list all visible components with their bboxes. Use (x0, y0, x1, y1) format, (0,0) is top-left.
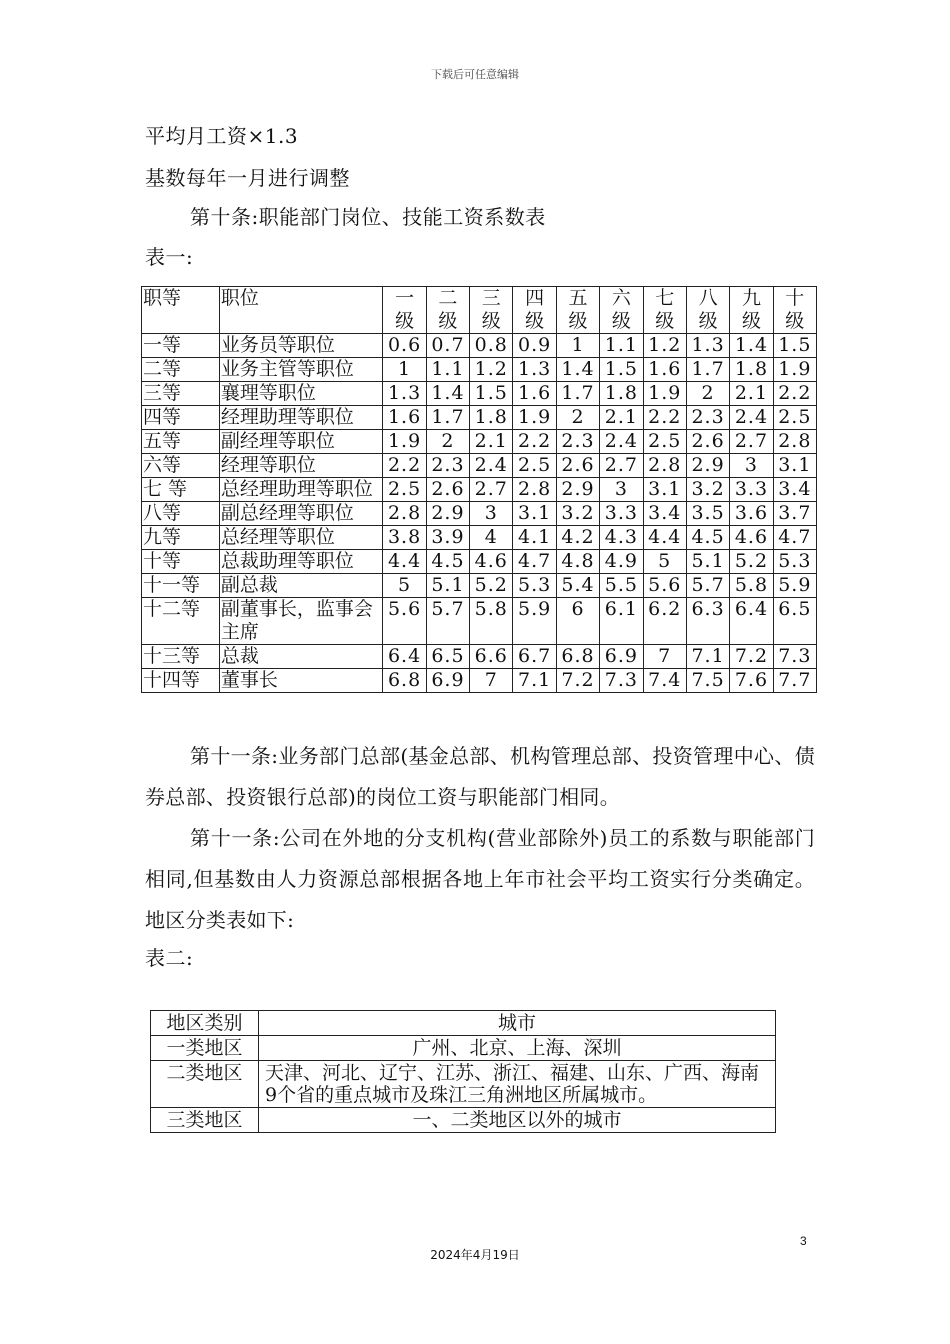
table2-header-row (151, 1011, 776, 1036)
coefficient-cell: 3.5 (686, 502, 729, 526)
coefficient-cell: 3 (470, 502, 513, 526)
coefficient-cell: 6 (556, 598, 599, 645)
header-level-char: 八 (698, 287, 718, 309)
table-row (142, 669, 817, 693)
coefficient-cell: 5.8 (730, 574, 773, 598)
position-cell: 董事长 (219, 669, 382, 693)
header-category: 地区类别 (151, 1011, 259, 1036)
header-level (426, 287, 469, 334)
table-row (142, 550, 817, 574)
coefficient-cell: 6.6 (470, 645, 513, 669)
coefficient-cell: 2.8 (513, 478, 556, 502)
coefficient-cell: 4.9 (600, 550, 643, 574)
coefficient-cell: 3.4 (643, 502, 686, 526)
coefficient-cell: 1.1 (426, 358, 469, 382)
coefficient-cell: 1.2 (470, 358, 513, 382)
coefficient-cell: 3.1 (643, 478, 686, 502)
coefficient-cell: 3.7 (773, 502, 816, 526)
coefficient-cell: 4.4 (383, 550, 426, 574)
table-row (142, 645, 817, 669)
header-level-char: 九 (741, 287, 761, 309)
coefficient-cell: 5.2 (470, 574, 513, 598)
coefficient-cell: 3 (600, 478, 643, 502)
coefficient-cell: 6.1 (600, 598, 643, 645)
coefficient-cell: 1.8 (600, 382, 643, 406)
table-row (142, 574, 817, 598)
coefficient-cell: 6.9 (600, 645, 643, 669)
coefficient-cell: 1.5 (470, 382, 513, 406)
coefficient-cell: 1.6 (383, 406, 426, 430)
coefficient-cell: 1.5 (600, 358, 643, 382)
coefficient-cell: 4.7 (773, 526, 816, 550)
coefficient-cell: 6.3 (686, 598, 729, 645)
coefficient-cell: 2.2 (383, 454, 426, 478)
coefficient-cell: 6.7 (513, 645, 556, 669)
coefficient-cell: 5.3 (773, 550, 816, 574)
coefficient-cell: 5.3 (513, 574, 556, 598)
coefficient-cell: 4.1 (513, 526, 556, 550)
coefficient-cell: 2 (556, 406, 599, 430)
grade-cell: 三等 (142, 382, 220, 406)
table-row (142, 334, 817, 358)
position-cell: 总裁 (219, 645, 382, 669)
grade-cell: 十三等 (142, 645, 220, 669)
coefficient-cell: 7 (470, 669, 513, 693)
position-cell: 总经理助理等职位 (219, 478, 382, 502)
coefficient-cell: 7.3 (600, 669, 643, 693)
header-level-char: 级 (481, 310, 501, 332)
coefficient-cell: 2.8 (773, 430, 816, 454)
coefficient-cell: 2.7 (730, 430, 773, 454)
coefficient-cell: 3.6 (730, 502, 773, 526)
coefficient-cell: 7.2 (730, 645, 773, 669)
coefficient-cell: 4.6 (470, 550, 513, 574)
coefficient-cell: 2.6 (426, 478, 469, 502)
table-row (151, 1108, 776, 1133)
grade-cell: 十等 (142, 550, 220, 574)
coefficient-cell: 1.7 (556, 382, 599, 406)
header-level-char: 六 (611, 287, 631, 309)
coefficient-cell: 1.5 (773, 334, 816, 358)
coefficient-cell: 2.7 (470, 478, 513, 502)
coefficient-cell: 3.3 (600, 502, 643, 526)
coefficient-cell: 1.6 (643, 358, 686, 382)
adjustment-line: 基数每年一月进行调整 (145, 166, 350, 190)
region-table (150, 1010, 776, 1133)
coefficient-cell: 5.6 (383, 598, 426, 645)
coefficient-cell: 2.1 (470, 430, 513, 454)
coefficient-cell: 6.4 (730, 598, 773, 645)
coefficient-cell: 2.4 (470, 454, 513, 478)
coefficient-cell: 7.4 (643, 669, 686, 693)
header-level-char: 二 (438, 287, 458, 309)
region-category-cell: 三类地区 (151, 1108, 259, 1133)
coefficient-cell: 2.9 (426, 502, 469, 526)
table1-header-row (142, 287, 817, 334)
position-cell: 副董事长，监事会主席 (219, 598, 382, 645)
header-level (773, 287, 816, 334)
coefficient-table (141, 286, 817, 693)
header-level (513, 287, 556, 334)
region-cities-cell: 一、二类地区以外的城市 (259, 1108, 776, 1133)
coefficient-cell: 1.8 (470, 406, 513, 430)
table-row (142, 598, 817, 645)
footer-date: 2024年4月19日 (430, 1248, 520, 1262)
table-row (142, 430, 817, 454)
grade-cell: 八等 (142, 502, 220, 526)
coefficient-cell: 7 (643, 645, 686, 669)
header-level (730, 287, 773, 334)
header-level (686, 287, 729, 334)
coefficient-cell: 2 (686, 382, 729, 406)
header-level-char: 级 (395, 310, 415, 332)
grade-cell: 五等 (142, 430, 220, 454)
header-note: 下载后可任意编辑 (431, 68, 519, 81)
coefficient-cell: 1 (556, 334, 599, 358)
coefficient-cell: 3.8 (383, 526, 426, 550)
coefficient-cell: 7.2 (556, 669, 599, 693)
coefficient-cell: 3.4 (773, 478, 816, 502)
coefficient-cell: 5.9 (773, 574, 816, 598)
coefficient-cell: 1.1 (600, 334, 643, 358)
table-row (142, 406, 817, 430)
coefficient-cell: 4.3 (600, 526, 643, 550)
coefficient-cell: 1.3 (383, 382, 426, 406)
coefficient-cell: 2.8 (383, 502, 426, 526)
grade-cell: 六等 (142, 454, 220, 478)
coefficient-cell: 1.3 (513, 358, 556, 382)
coefficient-cell: 2.3 (426, 454, 469, 478)
header-level-char: 级 (611, 310, 631, 332)
table-row (142, 502, 817, 526)
coefficient-cell: 4.5 (686, 526, 729, 550)
coefficient-cell: 4.7 (513, 550, 556, 574)
coefficient-cell: 6.5 (773, 598, 816, 645)
coefficient-cell: 7.7 (773, 669, 816, 693)
grade-cell: 十四等 (142, 669, 220, 693)
coefficient-cell: 2.2 (513, 430, 556, 454)
header-level-char: 级 (655, 310, 675, 332)
table-row (151, 1061, 776, 1108)
coefficient-cell: 5.7 (426, 598, 469, 645)
coefficient-cell: 6.8 (383, 669, 426, 693)
coefficient-cell: 2.7 (600, 454, 643, 478)
header-level (470, 287, 513, 334)
formula-line: 平均月工资×1.3 (145, 124, 299, 148)
table-row (151, 1036, 776, 1061)
coefficient-cell: 4.5 (426, 550, 469, 574)
coefficient-cell: 1.6 (513, 382, 556, 406)
article-10-title: 第十条:职能部门岗位、技能工资系数表 (190, 205, 546, 229)
position-cell: 总裁助理等职位 (219, 550, 382, 574)
grade-cell: 四等 (142, 406, 220, 430)
coefficient-cell: 1.4 (730, 334, 773, 358)
coefficient-cell: 2.9 (686, 454, 729, 478)
coefficient-cell: 2.8 (643, 454, 686, 478)
coefficient-cell: 2.4 (730, 406, 773, 430)
header-level-char: 级 (525, 310, 545, 332)
header-level-char: 七 (655, 287, 675, 309)
header-level-char: 四 (525, 287, 545, 309)
coefficient-cell: 5.6 (643, 574, 686, 598)
coefficient-cell: 2.4 (600, 430, 643, 454)
coefficient-cell: 2.3 (556, 430, 599, 454)
coefficient-cell: 7.5 (686, 669, 729, 693)
coefficient-cell: 1.9 (773, 358, 816, 382)
coefficient-cell: 1.9 (643, 382, 686, 406)
table-row (142, 382, 817, 406)
coefficient-cell: 2.6 (556, 454, 599, 478)
region-category-cell: 二类地区 (151, 1061, 259, 1108)
article-11-business: 第十一条:业务部门总部(基金总部、机构管理总部、投资管理中心、债券总部、投资银行总部)的岗位工资与职能部门相同。 (145, 744, 815, 809)
coefficient-cell: 0.8 (470, 334, 513, 358)
coefficient-cell: 3.1 (513, 502, 556, 526)
coefficient-cell: 2.5 (773, 406, 816, 430)
region-category-cell: 一类地区 (151, 1036, 259, 1061)
header-city: 城市 (259, 1011, 776, 1036)
coefficient-cell: 3.2 (556, 502, 599, 526)
coefficient-cell: 3.1 (773, 454, 816, 478)
coefficient-cell: 0.9 (513, 334, 556, 358)
position-cell: 副总经理等职位 (219, 502, 382, 526)
header-level-char: 十 (785, 287, 805, 309)
coefficient-cell: 2.9 (556, 478, 599, 502)
region-cities-cell: 天津、河北、辽宁、江苏、浙江、福建、山东、广西、海南9个省的重点城市及珠江三角洲地区所属城市。 (259, 1061, 776, 1108)
coefficient-cell: 4.8 (556, 550, 599, 574)
header-level-char: 一 (395, 287, 415, 309)
table-row (142, 454, 817, 478)
coefficient-cell: 2.1 (730, 382, 773, 406)
grade-cell: 七 等 (142, 478, 220, 502)
coefficient-cell: 2 (426, 430, 469, 454)
grade-cell: 十一等 (142, 574, 220, 598)
coefficient-cell: 2.5 (513, 454, 556, 478)
coefficient-cell: 1 (383, 358, 426, 382)
position-cell: 业务员等职位 (219, 334, 382, 358)
position-cell: 副总裁 (219, 574, 382, 598)
header-level-char: 级 (698, 310, 718, 332)
coefficient-cell: 2.5 (383, 478, 426, 502)
table-row (142, 358, 817, 382)
page-number: 3 (800, 1234, 807, 1248)
header-position: 职位 (219, 287, 382, 334)
position-cell: 副经理等职位 (219, 430, 382, 454)
coefficient-cell: 5.8 (470, 598, 513, 645)
coefficient-cell: 5.4 (556, 574, 599, 598)
coefficient-cell: 1.9 (513, 406, 556, 430)
coefficient-cell: 5.5 (600, 574, 643, 598)
header-grade: 职等 (142, 287, 220, 334)
header-level-char: 级 (741, 310, 761, 332)
header-level-char: 三 (481, 287, 501, 309)
coefficient-cell: 5.1 (426, 574, 469, 598)
coefficient-cell: 4.4 (643, 526, 686, 550)
region-cities-cell: 广州、北京、上海、深圳 (259, 1036, 776, 1061)
coefficient-cell: 3.9 (426, 526, 469, 550)
coefficient-cell: 5.9 (513, 598, 556, 645)
coefficient-cell: 1.8 (730, 358, 773, 382)
coefficient-cell: 5 (383, 574, 426, 598)
table1-label: 表一: (145, 245, 194, 269)
coefficient-cell: 1.4 (556, 358, 599, 382)
coefficient-cell: 0.7 (426, 334, 469, 358)
coefficient-cell: 5.1 (686, 550, 729, 574)
coefficient-cell: 5.2 (730, 550, 773, 574)
coefficient-cell: 6.9 (426, 669, 469, 693)
coefficient-cell: 7.6 (730, 669, 773, 693)
coefficient-cell: 6.5 (426, 645, 469, 669)
coefficient-cell: 6.4 (383, 645, 426, 669)
coefficient-cell: 1.4 (426, 382, 469, 406)
coefficient-cell: 3.3 (730, 478, 773, 502)
position-cell: 经理等职位 (219, 454, 382, 478)
header-level-char: 级 (568, 310, 588, 332)
table2-label: 表二: (145, 946, 194, 970)
position-cell: 业务主管等职位 (219, 358, 382, 382)
coefficient-cell: 5 (643, 550, 686, 574)
coefficient-cell: 2.2 (773, 382, 816, 406)
coefficient-cell: 7.1 (686, 645, 729, 669)
header-level (643, 287, 686, 334)
coefficient-cell: 6.8 (556, 645, 599, 669)
table-row (142, 478, 817, 502)
coefficient-cell: 3 (730, 454, 773, 478)
coefficient-cell: 7.3 (773, 645, 816, 669)
header-level (556, 287, 599, 334)
coefficient-cell: 1.2 (643, 334, 686, 358)
header-level-char: 五 (568, 287, 588, 309)
coefficient-cell: 4.2 (556, 526, 599, 550)
coefficient-cell: 6.2 (643, 598, 686, 645)
grade-cell: 二等 (142, 358, 220, 382)
coefficient-cell: 2.5 (643, 430, 686, 454)
coefficient-cell: 4 (470, 526, 513, 550)
coefficient-cell: 2.2 (643, 406, 686, 430)
header-level-char: 级 (438, 310, 458, 332)
header-level (383, 287, 426, 334)
coefficient-cell: 1.7 (426, 406, 469, 430)
grade-cell: 九等 (142, 526, 220, 550)
coefficient-cell: 1.9 (383, 430, 426, 454)
coefficient-cell: 2.6 (686, 430, 729, 454)
article-11-branches: 第十一条:公司在外地的分支机构(营业部除外)员工的系数与职能部门相同,但基数由人力资源总部根据各地上年市社会平均工资实行分类确定。地区分类表如下: (145, 826, 815, 932)
position-cell: 总经理等职位 (219, 526, 382, 550)
coefficient-cell: 1.7 (686, 358, 729, 382)
header-level-char: 级 (785, 310, 805, 332)
coefficient-cell: 3.2 (686, 478, 729, 502)
grade-cell: 一等 (142, 334, 220, 358)
header-level (600, 287, 643, 334)
coefficient-cell: 0.6 (383, 334, 426, 358)
coefficient-cell: 2.3 (686, 406, 729, 430)
coefficient-cell: 5.7 (686, 574, 729, 598)
coefficient-cell: 2.1 (600, 406, 643, 430)
grade-cell: 十二等 (142, 598, 220, 645)
coefficient-cell: 7.1 (513, 669, 556, 693)
position-cell: 经理助理等职位 (219, 406, 382, 430)
coefficient-cell: 4.6 (730, 526, 773, 550)
position-cell: 襄理等职位 (219, 382, 382, 406)
coefficient-cell: 1.3 (686, 334, 729, 358)
table-row (142, 526, 817, 550)
